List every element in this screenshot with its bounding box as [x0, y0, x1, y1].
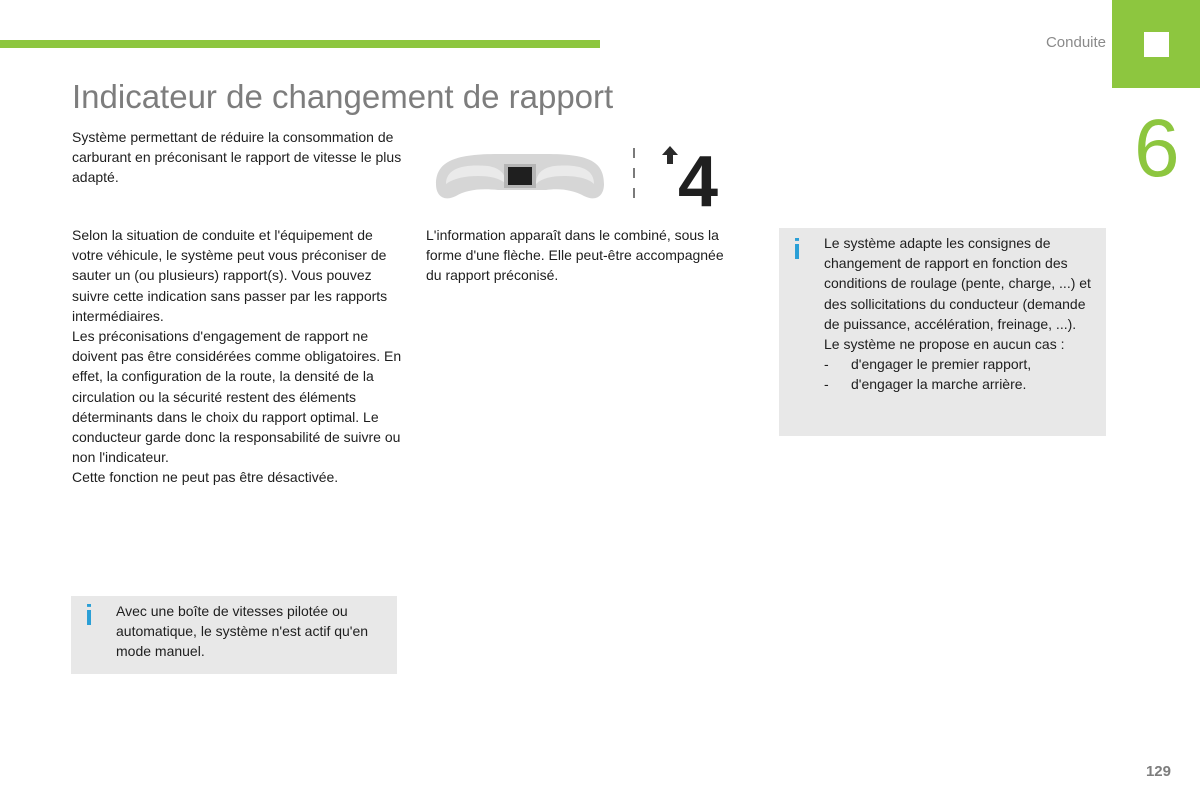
shift-up-arrow-icon [662, 146, 678, 164]
info-note-left [71, 596, 397, 674]
instrument-cluster-illustration [428, 138, 738, 218]
instrument-cluster-icon [436, 154, 604, 198]
main-text [72, 225, 402, 488]
page-number: 129 [1145, 763, 1171, 780]
chapter-number: 6 [1134, 103, 1180, 194]
chapter-tab-square [1144, 32, 1169, 57]
info-note-right-text [824, 233, 1099, 395]
list-item [824, 354, 1099, 374]
info-note-right-paragraph-1: Le système adapte les consignes de changement de rapport en fonction des conditions de roulage (pente, charge, ...) et des sollicitations du conducteur (demande de puissance, accélération, freinage, ...). [824, 235, 1091, 332]
info-note-left-text: Avec une boîte de vitesses pilotée ou automatique, le système n'est actif qu'en mode manuel. [116, 603, 369, 660]
page-title: Indicateur de changement de rapport [72, 78, 614, 115]
chapter-tab [1112, 0, 1200, 88]
header-accent-bar [0, 40, 600, 48]
separator-dashed-line [633, 148, 635, 198]
display-paragraph: L'information apparaît dans le combiné, sous la forme d'une flèche. Elle peut-être accompagnée du rapport préconisé. [426, 227, 724, 284]
gear-indicator-digit: 4 [678, 142, 719, 218]
main-paragraph-3: Cette fonction ne peut pas être désactivée. [72, 469, 339, 486]
main-paragraph-1: Selon la situation de conduite et l'équipement de votre véhicule, le système peut vous préconiser de sauter un (ou plusieurs) rapport(s). Vous pouvez suivre cette indication sans passer par les rapports intermédiaires. [72, 227, 388, 324]
bullet-dash: - [824, 356, 829, 373]
info-note-right-paragraph-2: Le système ne propose en aucun cas : [824, 336, 1065, 353]
list-item [824, 374, 1099, 394]
main-paragraph-2: Les préconisations d'engagement de rapport ne doivent pas être considérées comme obligatoires. En effet, la configuration de la route, la densité de la circulation ou la sécurité restent des éléments déterminants dans le choix du rapport optimal. Le conducteur garde donc la responsabilité de suivre ou non l'indicateur. [72, 328, 402, 466]
info-icon: i [85, 600, 94, 632]
intro-paragraph: Système permettant de réduire la consommation de carburant en préconisant le rapport de vitesse le plus adapté. [72, 129, 402, 186]
info-icon: i [793, 234, 802, 266]
bullet-dash: - [824, 376, 829, 393]
section-label: Conduite [1045, 34, 1106, 51]
bullet-text: d'engager le premier rapport, [851, 356, 1032, 373]
info-note-right [779, 228, 1106, 436]
bullet-text: d'engager la marche arrière. [851, 376, 1027, 393]
